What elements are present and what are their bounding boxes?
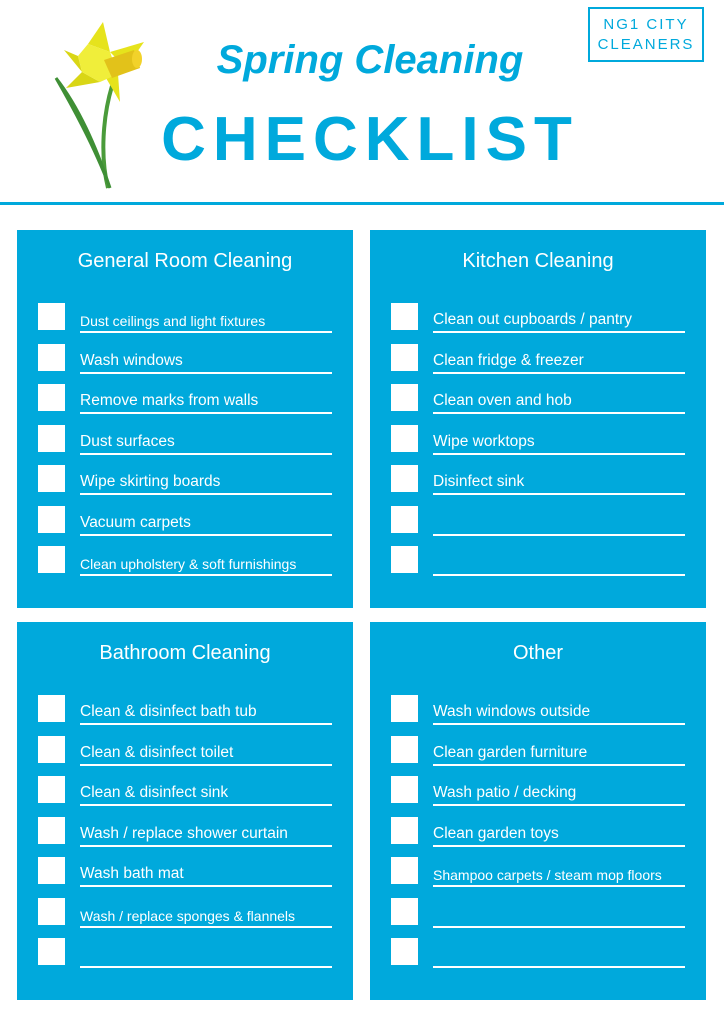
checklist-item-label: Clean garden toys (433, 824, 559, 842)
header-divider (0, 202, 724, 205)
checklist-row (391, 857, 685, 887)
checkbox[interactable] (38, 344, 65, 371)
checkbox[interactable] (38, 817, 65, 844)
write-in-line (433, 966, 685, 968)
checkbox[interactable] (38, 506, 65, 533)
checklist-row (38, 384, 332, 414)
checklist-item-label: Clean & disinfect toilet (80, 743, 234, 761)
checklist-row (38, 817, 332, 847)
write-in-line (433, 764, 685, 766)
checklist-row (391, 384, 685, 414)
checkbox[interactable] (391, 938, 418, 965)
write-in-line (80, 926, 332, 928)
checklist-row (38, 736, 332, 766)
checkbox[interactable] (391, 425, 418, 452)
checklist-row (391, 546, 685, 576)
checklist-row (391, 303, 685, 333)
write-in-line (80, 412, 332, 414)
checkbox[interactable] (38, 695, 65, 722)
section-title: General Room Cleaning (77, 250, 293, 272)
checklist-item-label: Shampoo carpets / steam mop floors (433, 867, 662, 883)
write-in-line (433, 331, 685, 333)
checkbox[interactable] (391, 776, 418, 803)
write-in-line (80, 331, 332, 333)
checklist-row (391, 898, 685, 928)
write-in-line (433, 372, 685, 374)
checklist-item-label: Clean out cupboards / pantry (433, 311, 633, 328)
write-in-line (80, 534, 332, 536)
checklist-row (38, 695, 332, 725)
checkbox[interactable] (38, 898, 65, 925)
checklist-item-label: Clean fridge & freezer (433, 351, 584, 369)
checklist-item-label: Wash bath mat (80, 865, 184, 882)
write-in-line (80, 723, 332, 725)
write-in-line (433, 412, 685, 414)
checklist-row (38, 465, 332, 495)
checkbox[interactable] (38, 938, 65, 965)
checklist-row (391, 344, 685, 374)
write-in-line (433, 845, 685, 847)
checklist-row (38, 546, 332, 576)
checkbox[interactable] (38, 465, 65, 492)
section-title: Other (512, 642, 564, 664)
section-title: Bathroom Cleaning (99, 642, 271, 664)
checkbox[interactable] (391, 344, 418, 371)
section-other (370, 622, 706, 1000)
checklist-row (391, 695, 685, 725)
checkbox[interactable] (391, 817, 418, 844)
checkbox[interactable] (391, 857, 418, 884)
checklist-item-label: Disinfect sink (433, 473, 525, 490)
logo-line-1: NG1 CITY (603, 16, 689, 33)
write-in-line (80, 574, 332, 576)
company-logo (588, 7, 704, 62)
checklist-item-label: Wash windows outside (433, 703, 591, 720)
checklist-row (391, 736, 685, 766)
write-in-line (80, 804, 332, 806)
checklist-item-label: Wash / replace shower curtain (80, 824, 288, 842)
checklist-item-label: Wash / replace sponges & flannels (80, 907, 296, 924)
write-in-line (80, 966, 332, 968)
checklist-item-label: Wash patio / decking (433, 784, 577, 801)
checklist-row (38, 506, 332, 536)
checklist-item-label: Clean oven and hob (433, 392, 572, 409)
checklist-row (38, 898, 332, 928)
checkbox[interactable] (38, 546, 65, 573)
checkbox[interactable] (38, 776, 65, 803)
checklist-row (391, 817, 685, 847)
checkbox[interactable] (38, 736, 65, 763)
write-in-line (433, 804, 685, 806)
checklist-row (38, 857, 332, 887)
checkbox[interactable] (38, 857, 65, 884)
title-spring-cleaning: Spring Cleaning (216, 38, 524, 82)
write-in-line (80, 845, 332, 847)
checklist-row (38, 425, 332, 455)
checkbox[interactable] (391, 736, 418, 763)
checklist-item-label: Clean & disinfect sink (80, 784, 229, 801)
checkbox[interactable] (391, 506, 418, 533)
write-in-line (80, 764, 332, 766)
checklist-item-label: Dust surfaces (80, 432, 175, 450)
section-bathroom-cleaning (17, 622, 353, 1000)
write-in-line (433, 453, 685, 455)
write-in-line (433, 926, 685, 928)
write-in-line (433, 885, 685, 887)
title-checklist: CHECKLIST (161, 105, 579, 174)
checkbox[interactable] (391, 384, 418, 411)
checkbox[interactable] (38, 303, 65, 330)
checklist-item-label: Clean & disinfect bath tub (80, 703, 257, 720)
checklist-row (38, 938, 332, 968)
checkbox[interactable] (38, 425, 65, 452)
write-in-line (80, 372, 332, 374)
write-in-line (80, 453, 332, 455)
checkbox[interactable] (38, 384, 65, 411)
checklist-item-label: Dust ceilings and light fixtures (80, 313, 266, 329)
write-in-line (433, 723, 685, 725)
checklist-row (391, 938, 685, 968)
write-in-line (80, 493, 332, 495)
checklist-row (38, 776, 332, 806)
checklist-row (38, 344, 332, 374)
checkbox[interactable] (391, 465, 418, 492)
write-in-line (80, 885, 332, 887)
logo-line-2: CLEANERS (597, 36, 695, 53)
checklist-item-label: Wash windows (80, 351, 183, 369)
checkbox[interactable] (391, 303, 418, 330)
section-title: Kitchen Cleaning (462, 250, 614, 272)
checklist-item-label: Clean garden furniture (433, 743, 588, 761)
checkbox[interactable] (391, 898, 418, 925)
checklist-row (38, 303, 332, 333)
checklist-item-label: Wipe skirting boards (80, 473, 221, 490)
checklist-row (391, 776, 685, 806)
checklist-row (391, 506, 685, 536)
checklist-item-label: Clean upholstery & soft furnishings (80, 556, 297, 572)
checklist-item-label: Vacuum carpets (80, 513, 191, 531)
write-in-line (433, 534, 685, 536)
checklist-item-label: Wipe worktops (433, 432, 535, 450)
write-in-line (433, 493, 685, 495)
write-in-line (433, 574, 685, 576)
checkbox[interactable] (391, 546, 418, 573)
section-kitchen-cleaning (370, 230, 706, 608)
checklist-item-label: Remove marks from walls (80, 392, 259, 409)
checklist-row (391, 425, 685, 455)
checklist-row (391, 465, 685, 495)
checkbox[interactable] (391, 695, 418, 722)
section-general-room-cleaning (17, 230, 353, 608)
